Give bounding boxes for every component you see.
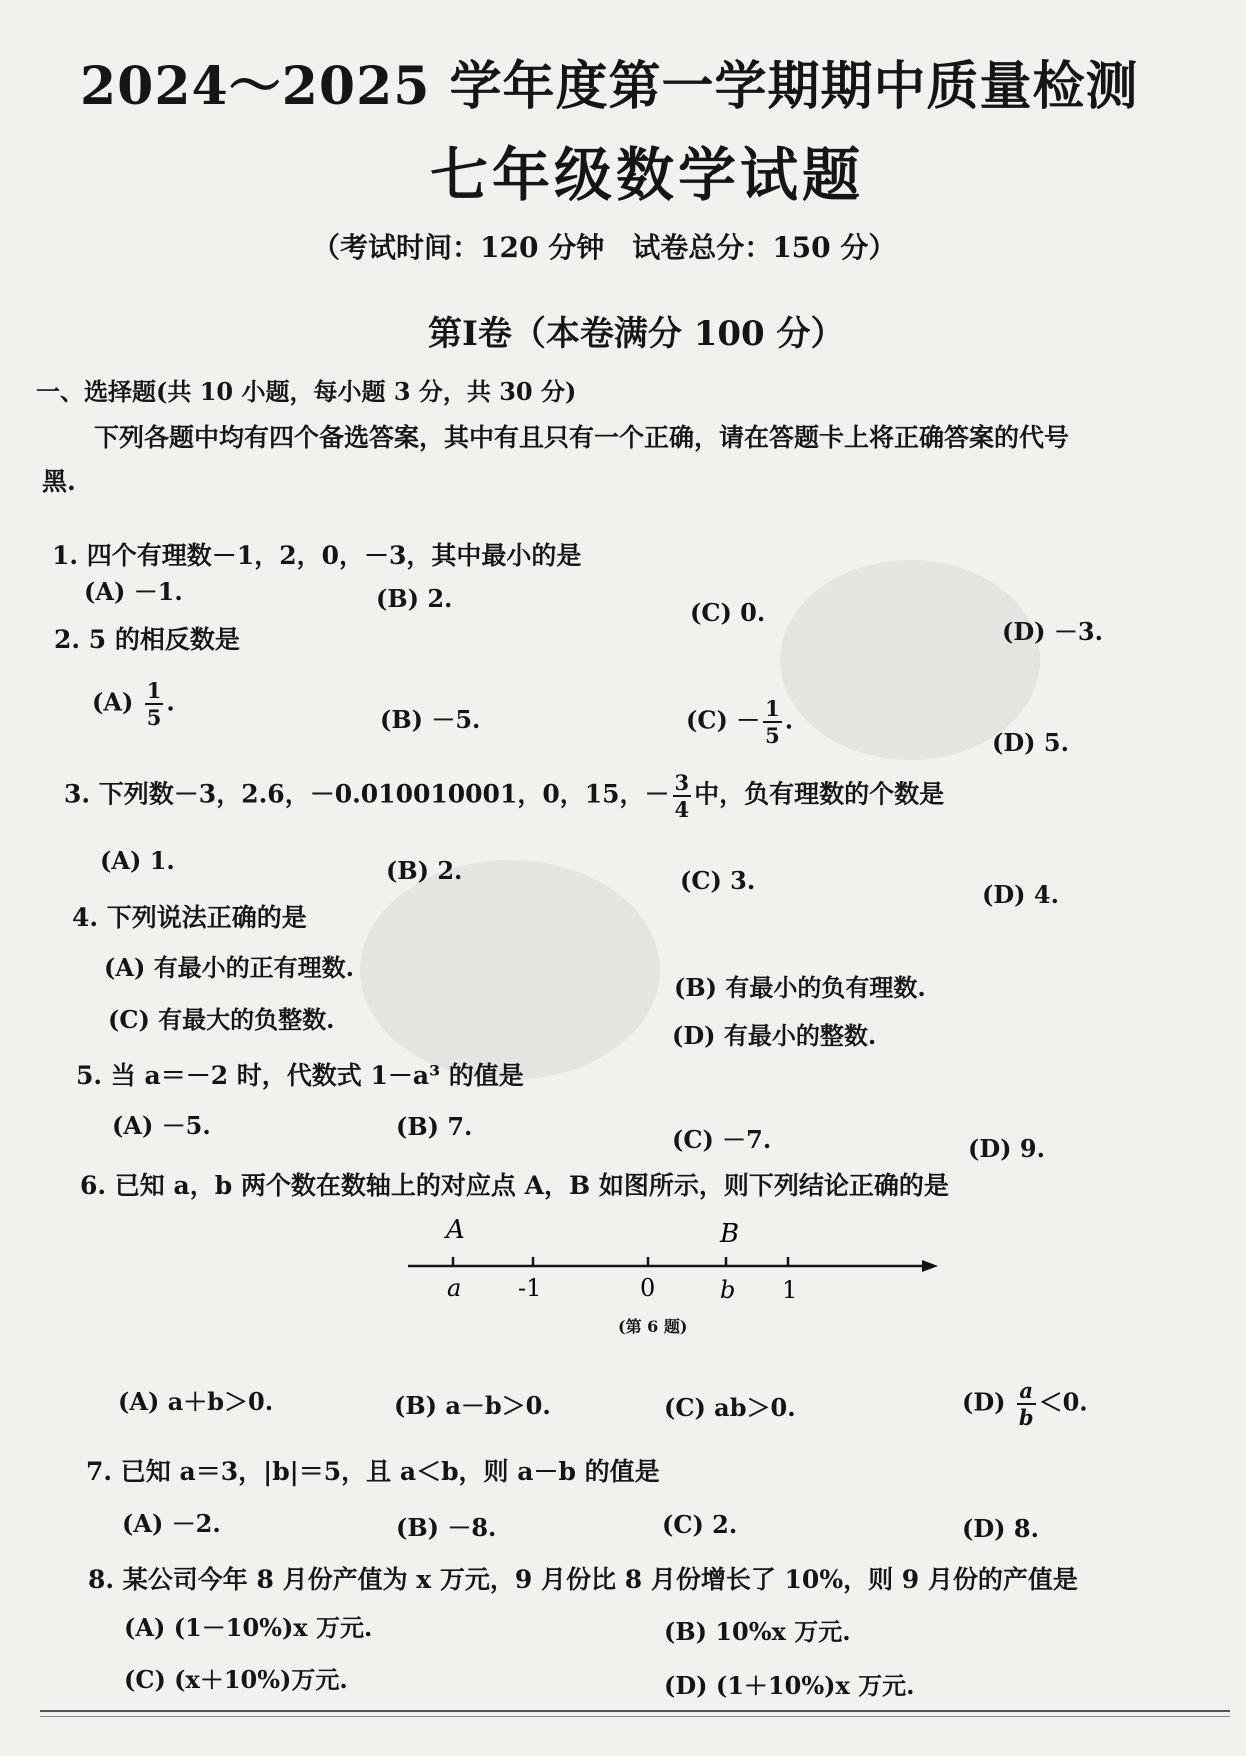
tick-label-b: b bbox=[720, 1276, 736, 1304]
q1-option-c: (C) 0. bbox=[690, 598, 766, 627]
question-4-stem: 4. 下列说法正确的是 bbox=[72, 903, 307, 932]
q5-option-b: (B) 7. bbox=[396, 1112, 473, 1141]
fraction-denominator: b bbox=[1018, 1405, 1034, 1430]
paper-stain bbox=[360, 860, 660, 1080]
q6-option-d-fraction bbox=[1017, 1380, 1036, 1428]
tick-label-one: 1 bbox=[782, 1276, 798, 1304]
question-1-stem: 1. 四个有理数－1，2，0，－3，其中最小的是 bbox=[52, 541, 582, 570]
fraction-numerator: 3 bbox=[674, 770, 690, 795]
question-7-stem: 7. 已知 a＝3，|b|＝5，且 a＜b，则 a－b 的值是 bbox=[86, 1457, 660, 1486]
volume-heading: 第Ⅰ卷（本卷满分 100 分） bbox=[428, 314, 845, 354]
q3-option-c: (C) 3. bbox=[680, 866, 756, 895]
q4-option-d: (D) 有最小的整数. bbox=[672, 1021, 877, 1050]
figure-caption: (第 6 题) bbox=[618, 1317, 688, 1336]
q3-stem-head: 3. 下列数－3，2.6，－0.010010001，0，15，－ bbox=[64, 779, 670, 809]
q2-option-b: (B) －5. bbox=[380, 705, 481, 734]
q7-option-c: (C) 2. bbox=[662, 1510, 738, 1539]
q6-option-d-label: (D) bbox=[962, 1387, 1006, 1417]
q2-option-c-fraction bbox=[763, 698, 782, 746]
q4-option-a: (A) 有最小的正有理数. bbox=[104, 953, 355, 982]
q8-option-d: (D) (1＋10%)x 万元. bbox=[664, 1671, 915, 1700]
page-bottom-rule bbox=[40, 1710, 1230, 1712]
q3-option-a: (A) 1. bbox=[100, 846, 175, 875]
q6-option-d-tail: ＜0. bbox=[1038, 1387, 1088, 1417]
q6-option-c: (C) ab＞0. bbox=[664, 1393, 796, 1422]
q4-option-c: (C) 有最大的负整数. bbox=[108, 1005, 335, 1034]
q2-option-c-label: (C) － bbox=[686, 705, 761, 735]
q2-option-c-tail: . bbox=[784, 705, 794, 735]
question-8-stem: 8. 某公司今年 8 月份产值为 x 万元，9 月份比 8 月份增长了 10%，则 9 月份的产值是 bbox=[88, 1565, 1078, 1594]
fraction-denominator: 5 bbox=[765, 723, 780, 748]
q2-option-c bbox=[686, 698, 793, 746]
q5-option-a: (A) －5. bbox=[112, 1111, 211, 1140]
q5-option-d: (D) 9. bbox=[968, 1134, 1045, 1163]
exam-subtitle: 七年级数学试题 bbox=[430, 141, 865, 209]
q6-option-d bbox=[962, 1380, 1088, 1428]
tick-label-zero: 0 bbox=[640, 1274, 656, 1302]
q6-option-a: (A) a＋b＞0. bbox=[118, 1387, 274, 1416]
point-a-label: A bbox=[446, 1215, 465, 1245]
q3-stem-fraction bbox=[673, 772, 692, 820]
q4-option-b: (B) 有最小的负有理数. bbox=[674, 973, 926, 1002]
number-line-figure bbox=[390, 1210, 950, 1320]
q1-option-a: (A) －1. bbox=[84, 577, 183, 606]
q2-option-a bbox=[92, 680, 175, 728]
q8-option-c: (C) (x＋10%)万元. bbox=[124, 1665, 348, 1694]
question-5-stem: 5. 当 a＝－2 时，代数式 1－a³ 的值是 bbox=[76, 1061, 524, 1090]
q6-option-b: (B) a－b＞0. bbox=[394, 1391, 551, 1420]
question-3-stem bbox=[64, 772, 944, 820]
q7-option-d: (D) 8. bbox=[962, 1514, 1039, 1543]
q2-option-d: (D) 5. bbox=[992, 728, 1069, 757]
q5-option-c: (C) －7. bbox=[672, 1125, 772, 1154]
exam-info: （考试时间：120 分钟 试卷总分：150 分） bbox=[312, 231, 897, 264]
q2-option-a-fraction bbox=[145, 680, 164, 728]
fraction-numerator: 1 bbox=[765, 696, 780, 721]
q1-option-b: (B) 2. bbox=[376, 584, 453, 613]
q2-option-a-tail: . bbox=[166, 687, 175, 717]
q8-option-a: (A) (1－10%)x 万元. bbox=[124, 1613, 373, 1642]
section-intro-line2: 黑. bbox=[42, 467, 76, 496]
question-2-stem: 2. 5 的相反数是 bbox=[54, 625, 240, 654]
fraction-numerator: 1 bbox=[146, 678, 162, 703]
fraction-numerator: a bbox=[1019, 1378, 1034, 1403]
point-b-label: B bbox=[720, 1219, 740, 1249]
q8-option-b: (B) 10%x 万元. bbox=[664, 1617, 851, 1646]
section-heading: 一、选择题(共 10 小题，每小题 3 分，共 30 分) bbox=[36, 377, 577, 406]
q7-option-b: (B) －8. bbox=[396, 1513, 497, 1542]
number-line-arrow bbox=[922, 1260, 938, 1272]
q3-option-b: (B) 2. bbox=[386, 856, 463, 885]
q3-stem-tail: 中，负有理数的个数是 bbox=[694, 779, 945, 809]
fraction-denominator: 5 bbox=[146, 705, 162, 730]
tick-label-a: a bbox=[447, 1274, 462, 1302]
q3-option-d: (D) 4. bbox=[982, 880, 1059, 909]
exam-title: 2024～2025 学年度第一学期期中质量检测 bbox=[80, 56, 1139, 117]
section-intro-line1: 下列各题中均有四个备选答案，其中有且只有一个正确，请在答题卡上将正确答案的代号 bbox=[94, 423, 1070, 452]
q1-option-d: (D) －3. bbox=[1002, 617, 1103, 646]
page-bottom-rule bbox=[40, 1716, 1230, 1717]
q2-option-a-label: (A) bbox=[92, 687, 134, 717]
tick-label-minus-one: -1 bbox=[518, 1274, 542, 1302]
fraction-denominator: 4 bbox=[674, 797, 690, 822]
question-6-stem: 6. 已知 a，b 两个数在数轴上的对应点 A，B 如图所示，则下列结论正确的是 bbox=[80, 1171, 949, 1200]
q7-option-a: (A) －2. bbox=[122, 1509, 221, 1538]
